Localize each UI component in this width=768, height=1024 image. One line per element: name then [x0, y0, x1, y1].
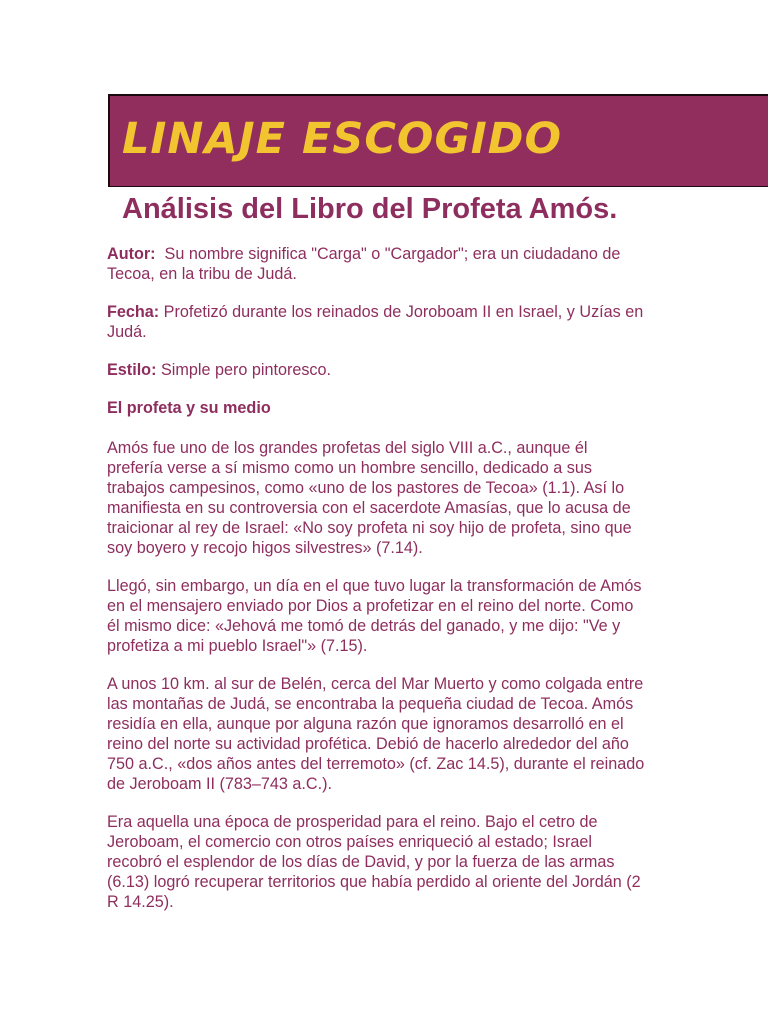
body-paragraph: A unos 10 km. al sur de Belén, cerca del Mar Muerto y como colgada entre las montañas de Judá, se encontraba la pequeña ciudad de Tecoa. Amós residía en ella, aunque por alguna razón que ignoramos desarrolló en el reino del norte su actividad profética. Debió de hacerlo alrededor del año 750 a.C., «dos años antes del terremoto» (cf. Zac 14.5), durante el reinado de Jeroboam II (783–743 a.C.).	[107, 675, 645, 793]
autor-paragraph	[107, 244, 647, 284]
autor-label: Autor:	[107, 245, 156, 263]
banner-title: LINAJE ESCOGIDO	[122, 114, 563, 164]
body-paragraph: Era aquella una época de prosperidad para el reino. Bajo el cetro de Jeroboam, el comercio con otros países enriqueció al estado; Israel recobró el esplendor de los días de David, y por la fuerza de las armas (6.13) logró recuperar territorios que había perdido al oriente del Jordán (2 R 14.25).	[107, 813, 641, 911]
document-body	[107, 244, 647, 930]
autor-text: Su nombre significa "Carga" o "Cargador"; era un ciudadano de Tecoa, en la tribu de Judá.	[107, 245, 625, 283]
body-paragraph: Llegó, sin embargo, un día en el que tuvo lugar la transformación de Amós en el mensajero enviado por Dios a profetizar en el reino del norte. Como él mismo dice: «Jehová me tomó de detrás del ganado, y me dijo: "Ve y profetiza a mi pueblo Israel"» (7.15).	[107, 577, 642, 655]
fecha-label: Fecha:	[107, 303, 160, 321]
estilo-text: Simple pero pintoresco.	[156, 361, 332, 379]
estilo-label: Estilo:	[107, 361, 157, 379]
fecha-text: Profetizó durante los reinados de Joroboam II en Israel, y Uzías en Judá.	[107, 303, 648, 341]
section-heading: El profeta y su medio	[107, 399, 271, 417]
body-paragraph: Amós fue uno de los grandes profetas del siglo VIII a.C., aunque él prefería verse a sí mismo como un hombre sencillo, dedicado a sus trabajos campesinos, como «uno de los pastores de Tecoa» (1.1). Así lo manifiesta en su controversia con el sacerdote Amasías, que lo acusa de traicionar al rey de Israel: «No soy profeta ni soy hijo de profeta, sino que soy boyero y recojo higos silvestres» (7.14).	[107, 439, 632, 557]
estilo-paragraph	[107, 360, 647, 380]
title-banner	[108, 94, 768, 187]
document-subtitle: Análisis del Libro del Profeta Amós.	[122, 193, 618, 225]
fecha-paragraph	[107, 302, 647, 342]
